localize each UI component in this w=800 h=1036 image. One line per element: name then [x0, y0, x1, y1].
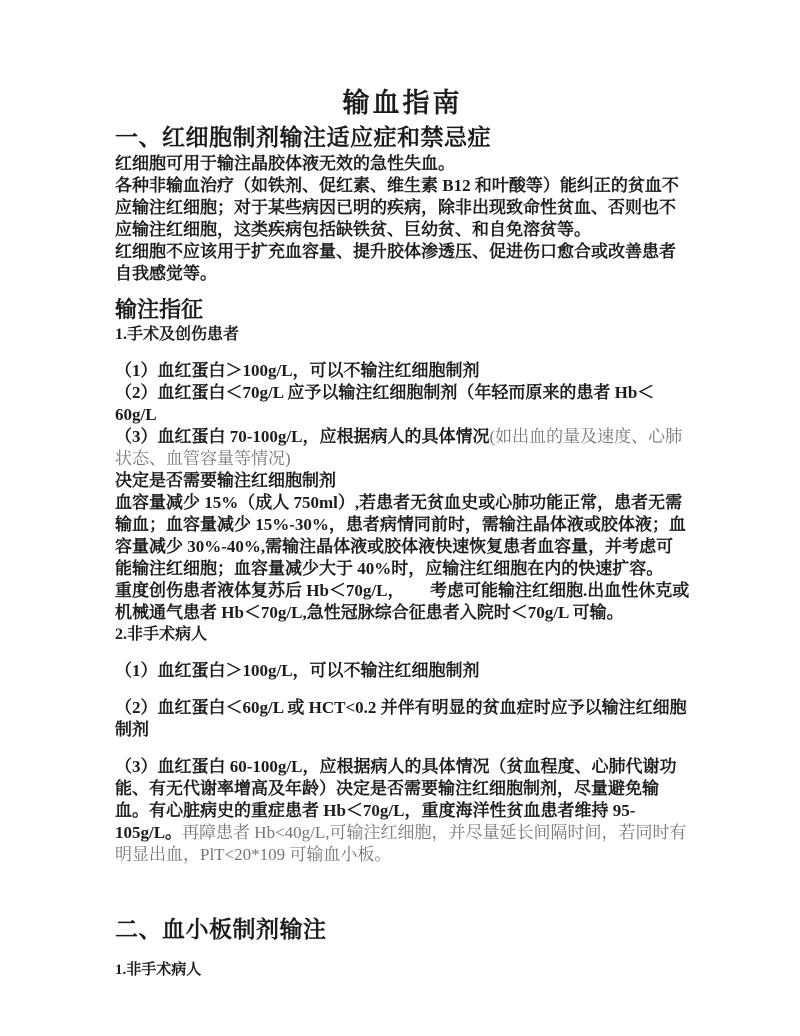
section2-sub-heading: 1.非手术病人 — [115, 962, 202, 978]
indication-heading: 输注指征 — [115, 297, 204, 322]
surgical-group-heading: 1.手术及创伤患者 — [115, 326, 240, 343]
paragraph-non-transfusion-therapy: 各种非输血治疗（如铁剂、促红素、维生素 B12 和叶酸等）能纠正的贫血不应输注红细胞；对于某些病因已明的疾病，除非出现致命性贫血、否则也不应输注红细胞，这类疾病包括缺铁贫、巨幼贫、和自免溶贫等。 — [115, 176, 679, 239]
section1-heading: 一、红细胞制剂输注适应症和禁忌症 — [115, 125, 491, 150]
trauma-resuscitation-paragraph: 重度创伤患者液体复苏后 Hb＜70g/L， 考虑可能输注红细胞.出血性休克或机械通气患者 Hb＜70g/L,急性冠脉综合征患者入院时＜70g/L 可输。 — [115, 581, 690, 622]
paragraph-acute-blood-loss: 红细胞可用于输注晶胶体液无效的急性失血。 — [115, 154, 455, 173]
nonsurgical-item-2: （2）血红蛋白＜60g/L 或 HCT<0.2 并伴有明显的贫血症时应予以输注红细胞制剂 — [115, 698, 687, 739]
nonsurgical-item-3-main: （3）血红蛋白 60-100g/L，应根据病人的具体情况（贫血程度、心肺代谢功能、有无代谢率增高及年龄）决定是否需要输注红细胞制剂，尽量避免输血。有心脏病史的重症患者 Hb＜70g/L，重度海洋性贫血患者维持 95-105g/L。 — [115, 757, 677, 842]
nonsurgical-item-1: （1）血红蛋白＞100g/L，可以不输注红细胞制剂 — [115, 661, 480, 680]
section2-heading: 二、血小板制剂输注 — [115, 917, 327, 942]
surgical-item-2: （2）血红蛋白＜70g/L 应予以输注红细胞制剂（年轻而原来的患者 Hb＜60g/L — [115, 383, 655, 424]
surgical-item-3-main: （3）血红蛋白 70-100g/L，应根据病人的具体情况 — [115, 427, 490, 446]
nonsurgical-item-3-note: 再障患者 Hb<40g/L,可输注红细胞，并尽量延长间隔时间，若同时有明显出血，PlT<20*109 可输血小板。 — [115, 823, 687, 864]
decision-line: 决定是否需要输注红细胞制剂 — [115, 471, 336, 490]
surgical-item-3 — [115, 426, 690, 470]
surgical-item-1: （1）血红蛋白＞100g/L，可以不输注红细胞制剂 — [115, 361, 480, 380]
nonsurgical-item-3 — [115, 756, 690, 866]
surgical-item-3-note: (如出血的量及速度、心肺状态、血管容量等情况) — [115, 427, 683, 468]
paragraph-not-for-volume-expansion: 红细胞不应该用于扩充血容量、提升胶体渗透压、促进伤口愈合或改善患者自我感觉等。 — [115, 242, 676, 283]
nonsurgical-group-heading: 2.非手术病人 — [115, 626, 208, 643]
doc-title: 输血指南 — [342, 88, 463, 118]
volume-loss-paragraph: 血容量减少 15%（成人 750ml）,若患者无贫血史或心肺功能正常，患者无需输血；血容量减少 15%-30%，患者病情同前时，需输注晶体液或胶体液；血容量减少 30%-40%,需输注晶体液或胶体液快速恢复患者血容量，并考虑可能输注红细胞；血容量减少大于 40%时，应输注红细胞在内的快速扩容。 — [115, 493, 686, 578]
